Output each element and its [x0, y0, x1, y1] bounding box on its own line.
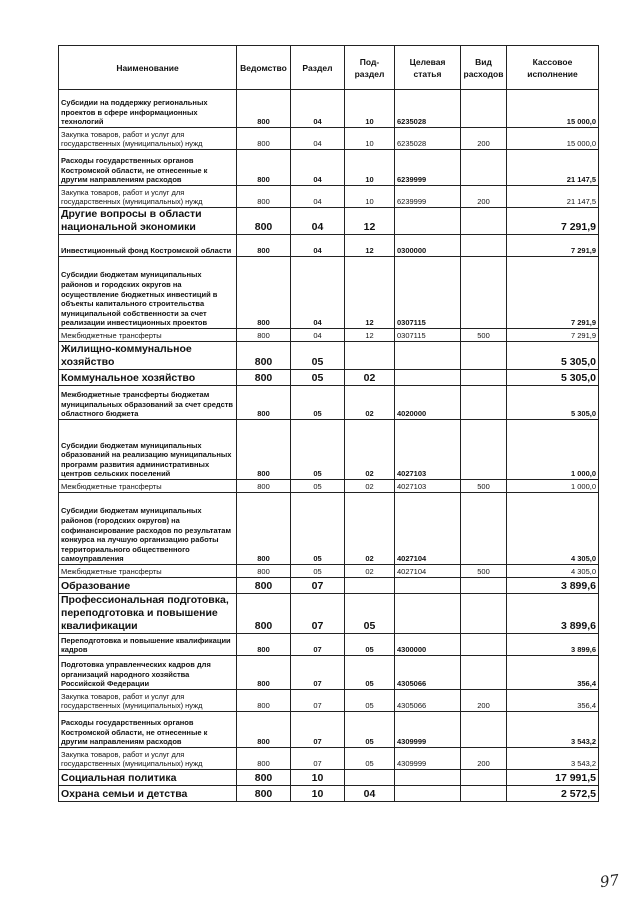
cell-dept: 800 — [237, 370, 291, 386]
cell-subsection: 10 — [345, 186, 395, 208]
cell-name: Субсидии бюджетам муниципальных образований на реализацию муниципальных программ развития административных центров сельских поселений — [59, 420, 237, 480]
cell-amount: 5 305,0 — [507, 342, 599, 370]
cell-type: 200 — [461, 748, 507, 770]
cell-target: 0307115 — [395, 257, 461, 329]
cell-amount: 17 991,5 — [507, 770, 599, 786]
budget-table — [58, 45, 599, 802]
table-row — [59, 565, 599, 578]
cell-amount: 7 291,9 — [507, 257, 599, 329]
table-row — [59, 770, 599, 786]
table-row — [59, 150, 599, 186]
cell-name: Охрана семьи и детства — [59, 786, 237, 802]
col-header-section: Раздел — [291, 46, 345, 90]
cell-section: 07 — [291, 690, 345, 712]
cell-subsection: 12 — [345, 208, 395, 235]
cell-dept: 800 — [237, 208, 291, 235]
col-header-subsection: Под-раздел — [345, 46, 395, 90]
cell-section: 04 — [291, 90, 345, 128]
cell-subsection: 05 — [345, 690, 395, 712]
cell-subsection: 05 — [345, 656, 395, 690]
cell-subsection — [345, 578, 395, 594]
cell-target: 4020000 — [395, 386, 461, 420]
cell-target: 4027104 — [395, 493, 461, 565]
cell-section: 07 — [291, 748, 345, 770]
cell-type — [461, 420, 507, 480]
cell-target — [395, 786, 461, 802]
table-row — [59, 634, 599, 656]
cell-name: Закупка товаров, работ и услуг для государственных (муниципальных) нужд — [59, 128, 237, 150]
cell-subsection: 12 — [345, 235, 395, 257]
table-row — [59, 329, 599, 342]
table-row — [59, 493, 599, 565]
table-row — [59, 748, 599, 770]
cell-type: 500 — [461, 329, 507, 342]
cell-section: 04 — [291, 186, 345, 208]
cell-subsection: 02 — [345, 420, 395, 480]
cell-type — [461, 90, 507, 128]
table-row — [59, 786, 599, 802]
cell-subsection: 02 — [345, 565, 395, 578]
cell-type — [461, 386, 507, 420]
cell-section: 05 — [291, 493, 345, 565]
col-header-name: Наименование — [59, 46, 237, 90]
cell-target: 4300000 — [395, 634, 461, 656]
cell-type — [461, 370, 507, 386]
cell-amount: 356,4 — [507, 690, 599, 712]
cell-amount: 3 899,6 — [507, 634, 599, 656]
table-row — [59, 386, 599, 420]
cell-dept: 800 — [237, 690, 291, 712]
cell-target: 6239999 — [395, 150, 461, 186]
cell-name: Другие вопросы в области национальной экономики — [59, 208, 237, 235]
cell-type — [461, 342, 507, 370]
cell-type — [461, 150, 507, 186]
cell-target — [395, 208, 461, 235]
cell-dept: 800 — [237, 342, 291, 370]
cell-name: Межбюджетные трансферты — [59, 480, 237, 493]
cell-name: Расходы государственных органов Костромской области, не отнесенные к другим направлениям расходов — [59, 712, 237, 748]
cell-subsection: 04 — [345, 786, 395, 802]
cell-section: 04 — [291, 128, 345, 150]
cell-name: Субсидии бюджетам муниципальных районов (городских округов) на софинансирование расходов по результатам конкурса на лучшую организацию работы территориального общественного самоуправления — [59, 493, 237, 565]
cell-name: Межбюджетные трансферты — [59, 329, 237, 342]
cell-section: 05 — [291, 420, 345, 480]
cell-name: Субсидии бюджетам муниципальных районов и городских округов на осуществление бюджетных инвестиций в объекты капитального строительства муниципальной собственности за счет реализации инвестиционных проектов — [59, 257, 237, 329]
cell-dept: 800 — [237, 150, 291, 186]
cell-dept: 800 — [237, 186, 291, 208]
cell-target: 4305066 — [395, 656, 461, 690]
cell-subsection: 05 — [345, 712, 395, 748]
table-row — [59, 656, 599, 690]
cell-amount: 15 000,0 — [507, 90, 599, 128]
cell-subsection: 05 — [345, 748, 395, 770]
cell-section: 04 — [291, 257, 345, 329]
cell-subsection: 02 — [345, 386, 395, 420]
cell-amount: 4 305,0 — [507, 565, 599, 578]
cell-target: 4027104 — [395, 565, 461, 578]
cell-amount: 1 000,0 — [507, 420, 599, 480]
table-row — [59, 128, 599, 150]
cell-name: Межбюджетные трансферты бюджетам муниципальных образований за счет средств областного бюджета — [59, 386, 237, 420]
table-row — [59, 186, 599, 208]
cell-amount: 3 899,6 — [507, 578, 599, 594]
cell-amount: 356,4 — [507, 656, 599, 690]
cell-type — [461, 578, 507, 594]
cell-section: 07 — [291, 656, 345, 690]
cell-amount: 7 291,9 — [507, 208, 599, 235]
cell-target: 4027103 — [395, 420, 461, 480]
table-row — [59, 712, 599, 748]
cell-section: 07 — [291, 634, 345, 656]
cell-type — [461, 594, 507, 634]
cell-type: 200 — [461, 690, 507, 712]
cell-subsection — [345, 342, 395, 370]
table-row — [59, 370, 599, 386]
cell-name: Инвестиционный фонд Костромской области — [59, 235, 237, 257]
cell-target: 0307115 — [395, 329, 461, 342]
cell-amount: 7 291,9 — [507, 235, 599, 257]
cell-section: 04 — [291, 150, 345, 186]
cell-type — [461, 235, 507, 257]
cell-type — [461, 770, 507, 786]
cell-amount: 21 147,5 — [507, 150, 599, 186]
cell-section: 10 — [291, 770, 345, 786]
cell-amount: 3 899,6 — [507, 594, 599, 634]
cell-section: 07 — [291, 594, 345, 634]
cell-name: Закупка товаров, работ и услуг для государственных (муниципальных) нужд — [59, 748, 237, 770]
table-row — [59, 594, 599, 634]
col-header-dept: Ведомство — [237, 46, 291, 90]
cell-target — [395, 594, 461, 634]
cell-target: 4309999 — [395, 748, 461, 770]
cell-dept: 800 — [237, 712, 291, 748]
cell-dept: 800 — [237, 748, 291, 770]
cell-target: 0300000 — [395, 235, 461, 257]
cell-name: Закупка товаров, работ и услуг для государственных (муниципальных) нужд — [59, 690, 237, 712]
cell-name: Закупка товаров, работ и услуг для государственных (муниципальных) нужд — [59, 186, 237, 208]
cell-dept: 800 — [237, 493, 291, 565]
cell-section: 05 — [291, 342, 345, 370]
cell-target — [395, 342, 461, 370]
cell-dept: 800 — [237, 578, 291, 594]
cell-dept: 800 — [237, 565, 291, 578]
cell-subsection: 10 — [345, 150, 395, 186]
cell-subsection: 05 — [345, 634, 395, 656]
cell-type: 200 — [461, 186, 507, 208]
cell-target — [395, 770, 461, 786]
cell-target: 6235028 — [395, 128, 461, 150]
cell-type — [461, 208, 507, 235]
cell-subsection: 02 — [345, 370, 395, 386]
cell-type: 500 — [461, 565, 507, 578]
cell-amount: 21 147,5 — [507, 186, 599, 208]
cell-amount: 7 291,9 — [507, 329, 599, 342]
cell-name: Расходы государственных органов Костромской области, не отнесенные к другим направлениям расходов — [59, 150, 237, 186]
cell-subsection: 02 — [345, 480, 395, 493]
cell-type: 200 — [461, 128, 507, 150]
page-number: 97 — [598, 870, 621, 892]
cell-subsection — [345, 770, 395, 786]
table-row — [59, 90, 599, 128]
cell-target — [395, 370, 461, 386]
cell-subsection: 10 — [345, 90, 395, 128]
cell-target: 6235028 — [395, 90, 461, 128]
cell-type — [461, 257, 507, 329]
cell-section: 04 — [291, 208, 345, 235]
table-row — [59, 578, 599, 594]
cell-subsection: 12 — [345, 329, 395, 342]
table-row — [59, 480, 599, 493]
cell-name: Социальная политика — [59, 770, 237, 786]
cell-amount: 3 543,2 — [507, 712, 599, 748]
cell-target: 4027103 — [395, 480, 461, 493]
cell-dept: 800 — [237, 656, 291, 690]
cell-amount: 1 000,0 — [507, 480, 599, 493]
cell-name: Жилищно-коммунальное хозяйство — [59, 342, 237, 370]
cell-subsection: 02 — [345, 493, 395, 565]
table-row — [59, 257, 599, 329]
cell-name: Субсидии на поддержку региональных проектов в сфере информационных технологий — [59, 90, 237, 128]
cell-type — [461, 493, 507, 565]
cell-name: Подготовка управленческих кадров для организаций народного хозяйства Российской Федерации — [59, 656, 237, 690]
cell-section: 05 — [291, 565, 345, 578]
cell-type — [461, 712, 507, 748]
cell-amount: 5 305,0 — [507, 386, 599, 420]
cell-amount: 2 572,5 — [507, 786, 599, 802]
cell-type — [461, 634, 507, 656]
cell-target: 4309999 — [395, 712, 461, 748]
cell-section: 05 — [291, 480, 345, 493]
cell-name: Переподготовка и повышение квалификации кадров — [59, 634, 237, 656]
cell-dept: 800 — [237, 235, 291, 257]
cell-dept: 800 — [237, 770, 291, 786]
cell-dept: 800 — [237, 257, 291, 329]
col-header-amount: Кассовое исполнение — [507, 46, 599, 90]
col-header-target: Целевая статья — [395, 46, 461, 90]
cell-target: 4305066 — [395, 690, 461, 712]
cell-dept: 800 — [237, 128, 291, 150]
cell-amount: 3 543,2 — [507, 748, 599, 770]
cell-name: Коммунальное хозяйство — [59, 370, 237, 386]
cell-amount: 4 305,0 — [507, 493, 599, 565]
cell-target: 6239999 — [395, 186, 461, 208]
cell-dept: 800 — [237, 329, 291, 342]
cell-section: 07 — [291, 712, 345, 748]
table-row — [59, 420, 599, 480]
cell-section: 04 — [291, 329, 345, 342]
cell-amount: 5 305,0 — [507, 370, 599, 386]
cell-subsection: 12 — [345, 257, 395, 329]
cell-dept: 800 — [237, 386, 291, 420]
cell-section: 05 — [291, 370, 345, 386]
cell-amount: 15 000,0 — [507, 128, 599, 150]
cell-subsection: 10 — [345, 128, 395, 150]
table-body — [59, 90, 599, 802]
cell-dept: 800 — [237, 480, 291, 493]
cell-dept: 800 — [237, 420, 291, 480]
cell-dept: 800 — [237, 90, 291, 128]
cell-type: 500 — [461, 480, 507, 493]
cell-subsection: 05 — [345, 594, 395, 634]
cell-type — [461, 656, 507, 690]
table-row — [59, 235, 599, 257]
cell-section: 04 — [291, 235, 345, 257]
table-row — [59, 690, 599, 712]
cell-dept: 800 — [237, 786, 291, 802]
cell-name: Межбюджетные трансферты — [59, 565, 237, 578]
cell-dept: 800 — [237, 634, 291, 656]
cell-dept: 800 — [237, 594, 291, 634]
cell-name: Образование — [59, 578, 237, 594]
cell-type — [461, 786, 507, 802]
cell-target — [395, 578, 461, 594]
cell-name: Профессиональная подготовка, переподготовка и повышение квалификации — [59, 594, 237, 634]
table-header-row — [59, 46, 599, 90]
cell-section: 10 — [291, 786, 345, 802]
col-header-type: Вид расходов — [461, 46, 507, 90]
cell-section: 05 — [291, 386, 345, 420]
table-row — [59, 342, 599, 370]
cell-section: 07 — [291, 578, 345, 594]
table-row — [59, 208, 599, 235]
